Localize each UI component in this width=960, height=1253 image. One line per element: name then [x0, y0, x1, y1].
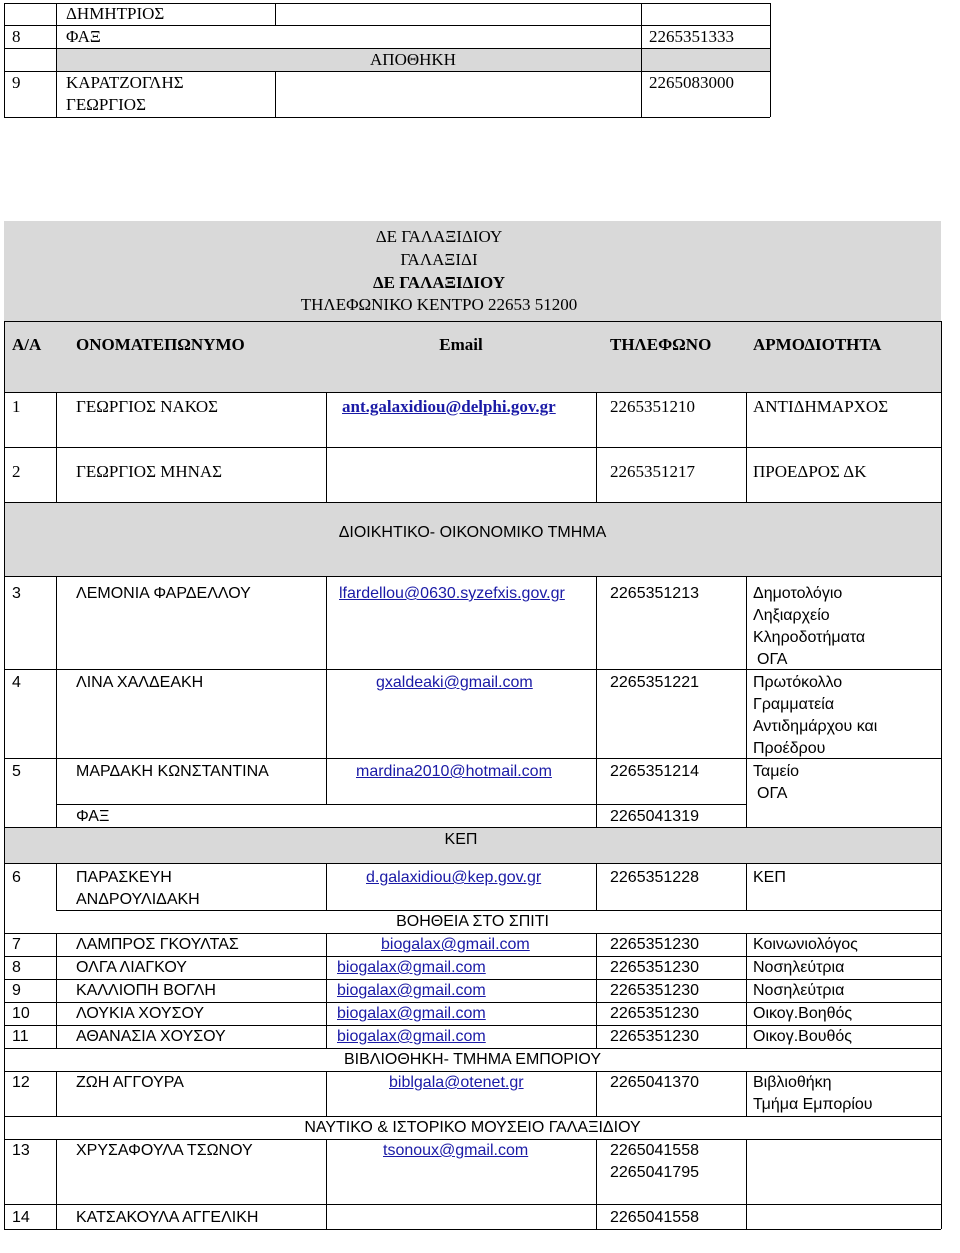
row-duty-line: Ληξιαρχείο — [753, 607, 830, 624]
row-name: ΑΘΑΝΑΣΙΑ ΧΟΥΣΟΥ — [76, 1028, 226, 1045]
email-link[interactable]: biblgala@otenet.gr — [389, 1074, 524, 1091]
row-phone: 2265351214 — [610, 763, 699, 780]
row-name: ΛΕΜΟΝΙΑ ΦΑΡΔΕΛΛΟΥ — [76, 585, 251, 602]
row-duty-line: Κληροδοτήματα — [753, 629, 866, 646]
column-header-bg — [4, 322, 941, 392]
row-name: ΚΑΛΛΙΟΠΗ ΒΟΓΛΗ — [76, 982, 216, 999]
email-link[interactable]: biogalax@gmail.com — [337, 1005, 486, 1022]
row-duty: ΑΝΤΙΔΗΜΑΡΧΟΣ — [753, 397, 889, 416]
section-admin: ΔΙΟΙΚΗΤΙΚΟ- ΟΙΚΟΝΟΜΙΚΟ ΤΜΗΜΑ — [338, 524, 607, 541]
email-link[interactable]: biogalax@gmail.com — [337, 959, 486, 976]
row-number: 10 — [12, 1005, 30, 1022]
email-link[interactable]: biogalax@gmail.com — [381, 936, 530, 953]
row-duty-line: Πρωτόκολλο — [753, 674, 843, 691]
row-name: ΛΑΜΠΡΟΣ ΓΚΟΥΛΤΑΣ — [76, 936, 239, 953]
row-name-line1: ΚΑΡΑΤΖΟΓΛΗΣ — [66, 73, 184, 92]
row-number: 9 — [12, 73, 21, 92]
row-duty-line: ΟΓΑ — [757, 651, 788, 668]
row-duty-line: Γραμματεία — [753, 696, 835, 713]
row-name: ΧΡΥΣΑΦΟΥΛΑ ΤΣΩΝΟΥ — [76, 1142, 253, 1159]
email-link[interactable]: gxaldeaki@gmail.com — [376, 674, 533, 691]
email-link[interactable]: d.galaxidiou@kep.gov.gr — [366, 869, 542, 886]
row-duty-line: Δημοτολόγιο — [753, 585, 843, 602]
row-phone: 2265351230 — [610, 936, 699, 953]
row-duty-line: Αντιδημάρχου και — [753, 718, 878, 735]
col-header-name: ΟΝΟΜΑΤΕΠΩΝΥΜΟ — [76, 335, 245, 354]
row-duty: ΚΕΠ — [753, 869, 786, 886]
email-link[interactable]: biogalax@gmail.com — [337, 1028, 486, 1045]
row-duty: Οικογ.Βουθός — [753, 1028, 852, 1045]
row-phone: 2265351230 — [610, 1005, 699, 1022]
section-library: ΒΙΒΛΙΟΘΗΚΗ- ΤΜΗΜΑ ΕΜΠΟΡΙΟΥ — [343, 1051, 601, 1068]
row-name-line2: ΑΝΔΡΟΥΛΙΔΑΚΗ — [76, 891, 200, 908]
row-number: 8 — [12, 959, 21, 976]
email-link[interactable]: mardina2010@hotmail.com — [356, 763, 552, 780]
email-link[interactable]: tsonoux@gmail.com — [383, 1142, 529, 1159]
row-phone: 2265351228 — [610, 869, 699, 886]
row-name: ΦΑΞ — [66, 27, 101, 46]
row-number: 13 — [12, 1142, 30, 1159]
row-duty: Νοσηλεύτρια — [753, 959, 845, 976]
row-duty-line: ΟΓΑ — [757, 785, 788, 802]
row-duty: ΠΡΟΕΔΡΟΣ ΔΚ — [753, 462, 867, 481]
row-phone: 2265351333 — [649, 27, 734, 46]
row-name: ΓΕΩΡΓΙΟΣ ΝΑΚΟΣ — [76, 397, 219, 416]
col-header-phone: ΤΗΛΕΦΩΝΟ — [610, 335, 712, 354]
row-phone: 2265083000 — [649, 73, 734, 92]
heading-unit: ΔΕ ΓΑΛΑΞΙΔΙΟΥ — [375, 227, 503, 246]
row-number: 2 — [12, 462, 21, 481]
row-phone: 2265351210 — [610, 397, 695, 416]
row-number: 1 — [12, 397, 21, 416]
row-name: ΛΙΝΑ ΧΑΛΔΕΑΚΗ — [76, 674, 204, 691]
email-link[interactable]: lfardellou@0630.syzefxis.gov.gr — [339, 585, 565, 602]
row-number: 8 — [12, 27, 21, 46]
email-link[interactable]: biogalax@gmail.com — [337, 982, 486, 999]
row-duty: Οικογ.Βοηθός — [753, 1005, 853, 1022]
row-phone-line1: 2265041558 — [610, 1142, 699, 1159]
col-header-aa: Α/Α — [12, 335, 42, 354]
email-link[interactable]: ant.galaxidiou@delphi.gov.gr — [342, 397, 556, 416]
row-name-line1: ΠΑΡΑΣΚΕΥΗ — [76, 869, 172, 886]
row-number: 11 — [12, 1028, 29, 1045]
row-phone: 2265351217 — [610, 462, 695, 481]
row-phone: 2265351221 — [610, 674, 699, 691]
row-phone: 2265351230 — [610, 982, 699, 999]
row-name: ΜΑΡΔΑΚΗ ΚΩΝΣΤΑΝΤΙΝΑ — [76, 763, 269, 780]
row-duty-line: Προέδρου — [753, 740, 826, 757]
row-number: 6 — [12, 869, 21, 886]
fax-label: ΦΑΞ — [76, 808, 110, 825]
col-header-duty: ΑΡΜΟΔΙΟΤΗΤΑ — [753, 335, 882, 354]
row-duty: Κοινωνιολόγος — [753, 936, 858, 953]
row-number: 3 — [12, 585, 21, 602]
row-number: 7 — [12, 936, 21, 953]
row-number: 12 — [12, 1074, 30, 1091]
row-name-line2: ΓΕΩΡΓΙΟΣ — [66, 95, 146, 114]
row-phone: 2265041370 — [610, 1074, 699, 1091]
row-number: 5 — [12, 763, 21, 780]
row-phone: 2265351213 — [610, 585, 699, 602]
row-phone-line2: 2265041795 — [610, 1164, 699, 1181]
row-name: ΚΑΤΣΑΚΟΥΛΑ ΑΓΓΕΛΙΚΗ — [76, 1209, 259, 1226]
heading-switchboard: ΤΗΛΕΦΩΝΙΚΟ ΚΕΝΤΡΟ 22653 51200 — [300, 295, 578, 314]
row-number: 4 — [12, 674, 21, 691]
row-duty-line: Βιβλιοθήκη — [753, 1074, 832, 1091]
row-phone: 2265351230 — [610, 959, 699, 976]
row-name: ΛΟΥΚΙΑ ΧΟΥΣΟΥ — [76, 1005, 205, 1022]
fax-phone: 2265041319 — [610, 808, 699, 825]
row-duty-line: Ταμείο — [753, 763, 800, 780]
prev-row-name-cont: ΔΗΜΗΤΡΙΟΣ — [66, 4, 165, 23]
col-header-email: Email — [439, 335, 483, 354]
heading-unit-bold: ΔΕ ΓΑΛΑΞΙΔΙΟΥ — [372, 273, 506, 292]
row-number: 9 — [12, 982, 21, 999]
row-number: 14 — [12, 1209, 30, 1226]
section-museum: ΝΑΥΤΙΚΟ & ΙΣΤΟΡΙΚΟ ΜΟΥΣΕΙΟ ΓΑΛΑΞΙΔΙΟΥ — [304, 1119, 641, 1136]
section-apothiki: ΑΠΟΘΗΚΗ — [370, 50, 456, 69]
row-phone: 2265351230 — [610, 1028, 699, 1045]
section-kep: ΚΕΠ — [444, 831, 478, 848]
heading-town: ΓΑΛΑΞΙΔΙ — [400, 250, 478, 269]
row-name: ΟΛΓΑ ΛΙΑΓΚΟΥ — [76, 959, 187, 976]
row-phone: 2265041558 — [610, 1209, 699, 1226]
row-duty-line: Τμήμα Εμπορίου — [753, 1096, 873, 1113]
row-name: ΖΩΗ ΑΓΓΟΥΡΑ — [76, 1074, 184, 1091]
row-name: ΓΕΩΡΓΙΟΣ ΜΗΝΑΣ — [76, 462, 223, 481]
row-duty: Νοσηλεύτρια — [753, 982, 845, 999]
section-home-help: ΒΟΗΘΕΙΑ ΣΤΟ ΣΠΙΤΙ — [396, 913, 549, 930]
